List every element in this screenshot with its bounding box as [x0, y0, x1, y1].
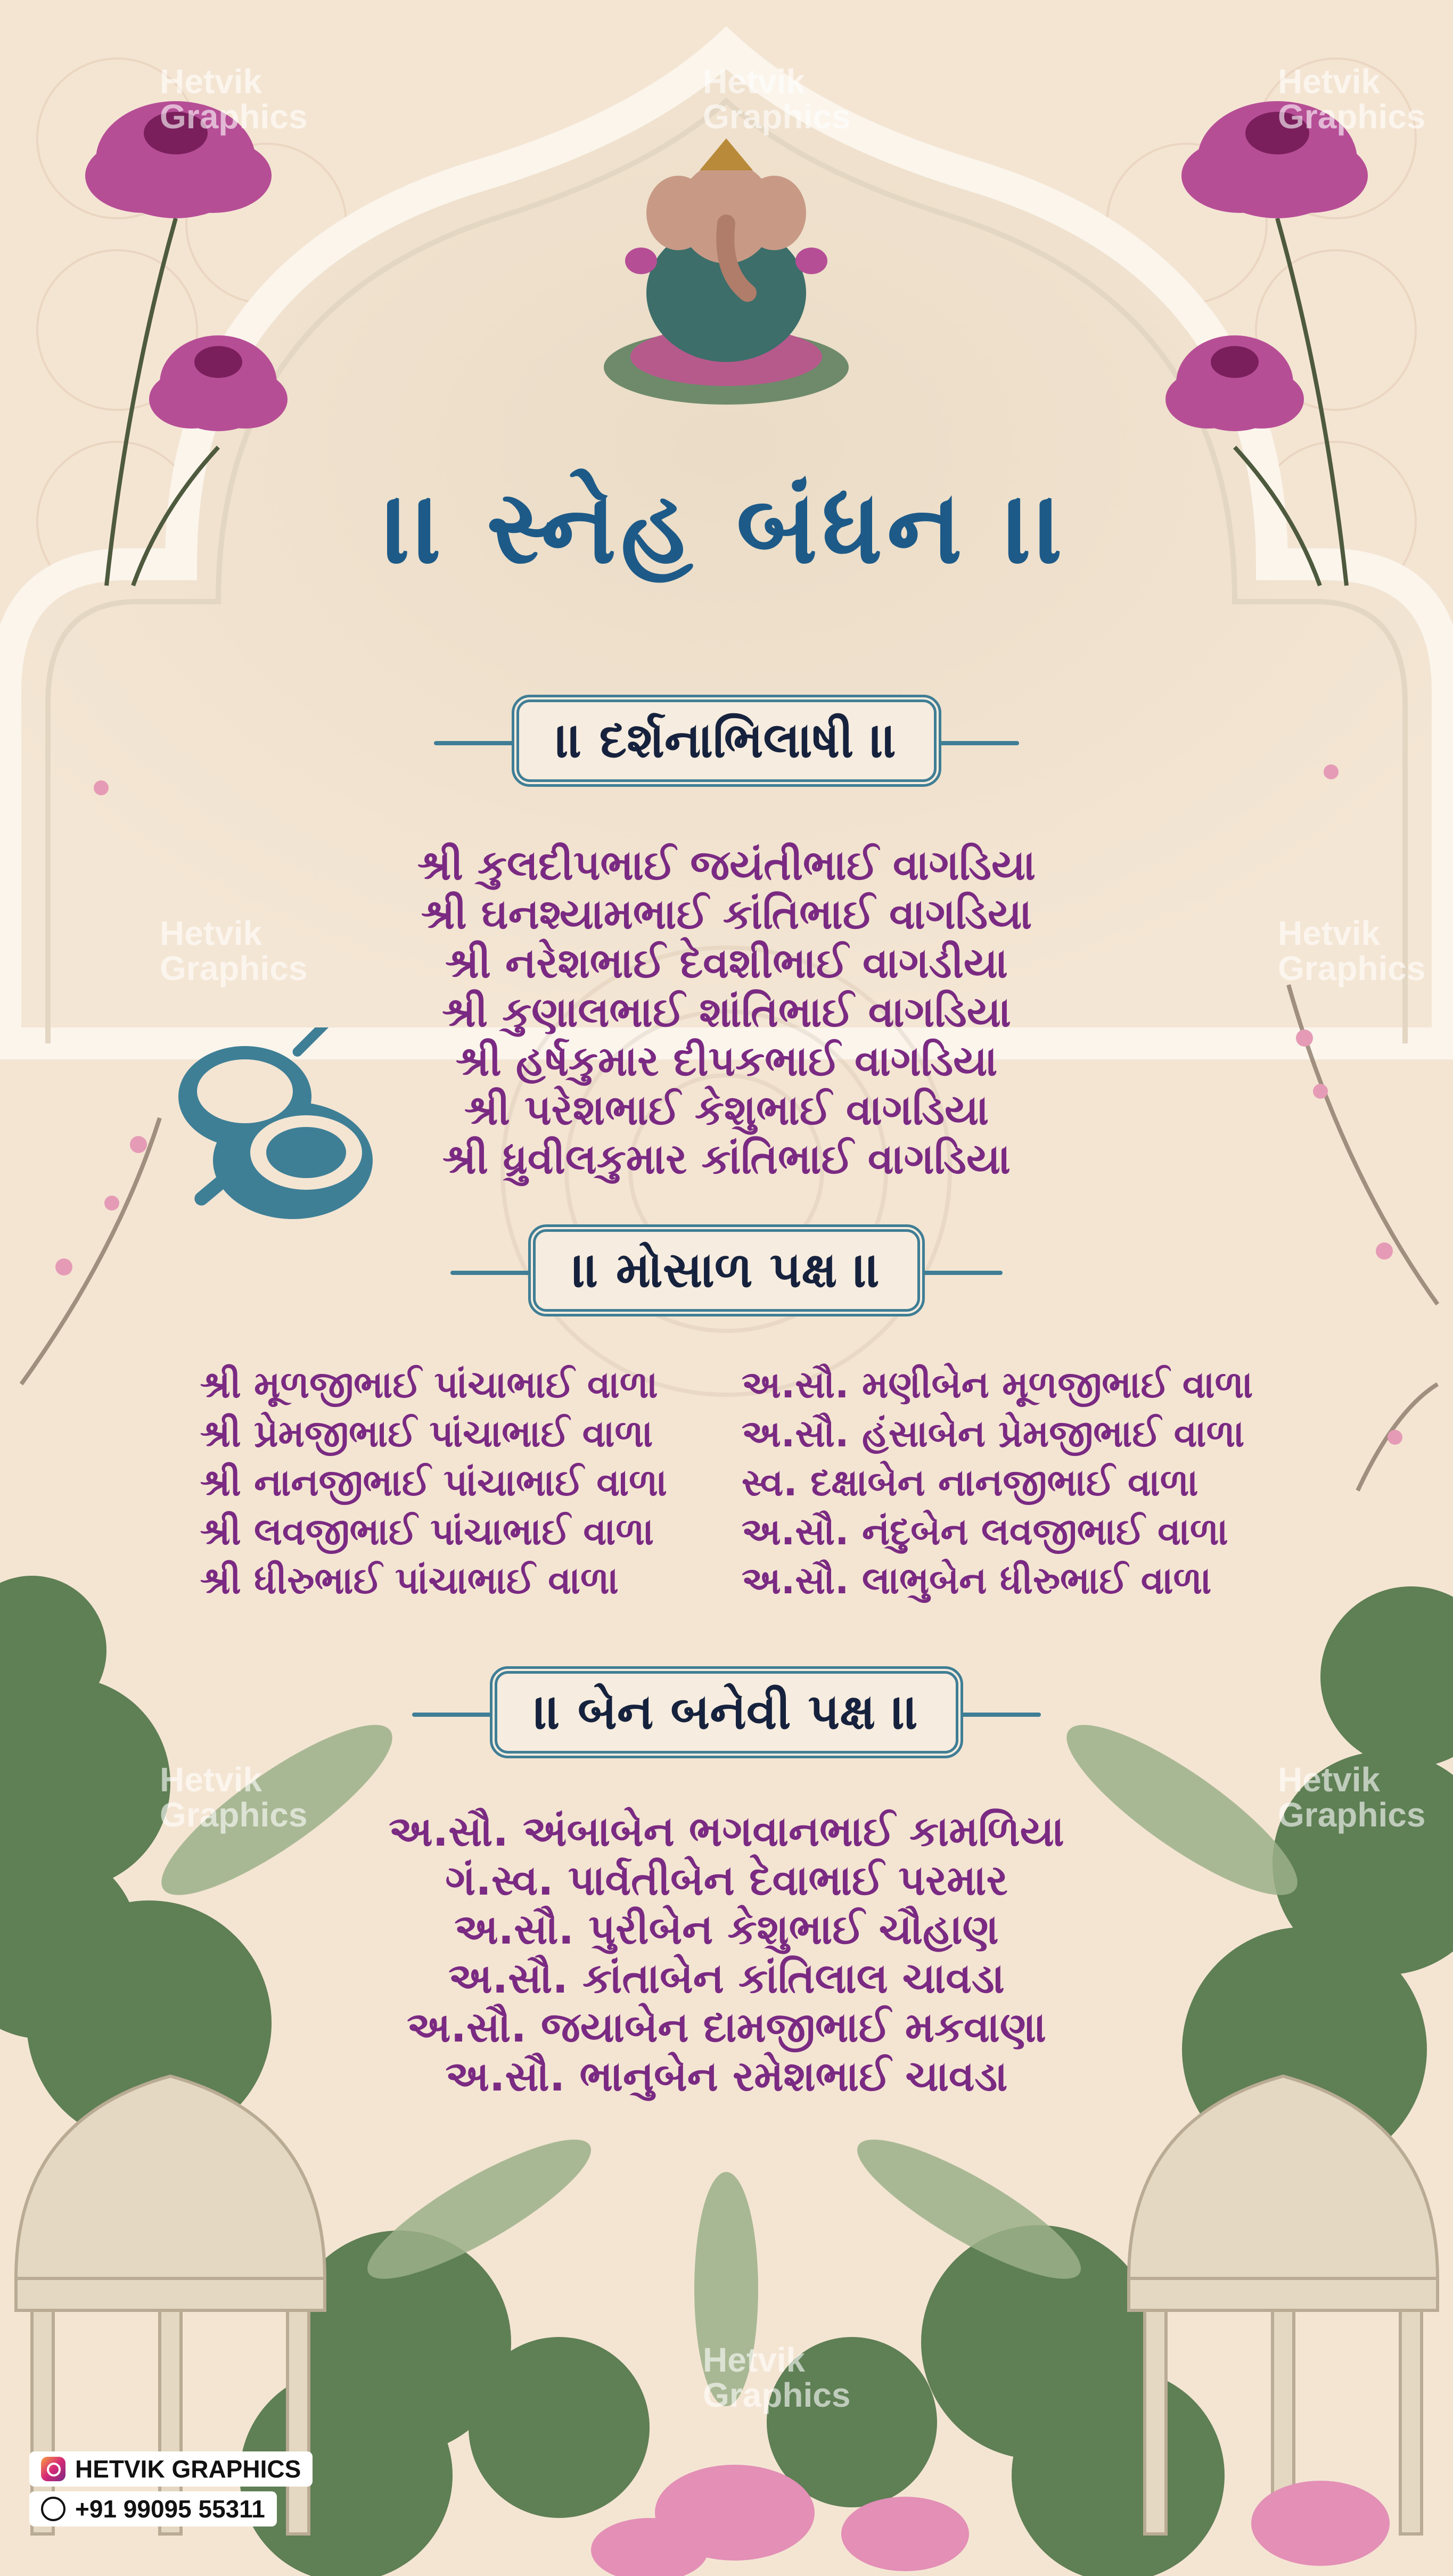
ganesha-icon: [598, 133, 854, 410]
darshan-heading-plaque: [0, 695, 1453, 787]
list-item: શ્રી પ્રેમજીભાઈ પાંચાભાઈ વાળા: [200, 1412, 653, 1455]
mosal-right-list: [742, 1360, 1253, 1605]
mosal-heading-plaque: [0, 1224, 1453, 1316]
list-item: અ.સૌ. નંદુબેન લવજીભાઈ વાળા: [741, 1510, 1228, 1553]
list-item: શ્રી નરેશભાઈ દેવશીભાઈ વાગડીયા: [445, 940, 1008, 987]
list-item: અ.સૌ. પુરીબેન કેશુભાઈ ચૌહાણ: [454, 1906, 999, 1954]
brand-name: HETVIK GRAPHICS: [75, 2455, 301, 2483]
list-item: અ.સૌ. લાભુબેન ધીરુભાઈ વાળા: [741, 1559, 1212, 1602]
ben-list: [0, 1807, 1453, 2101]
instagram-icon: [41, 2457, 65, 2481]
phone-number: +91 99095 55311: [75, 2495, 265, 2523]
whatsapp-icon: [41, 2497, 65, 2521]
darshan-list: [0, 841, 1453, 1184]
phone-badge[interactable]: [29, 2491, 277, 2526]
mosal-columns: [0, 1360, 1453, 1605]
ben-heading: ।। બેન બનેવી પક્ષ ।।: [490, 1666, 963, 1758]
list-item: અ.સૌ. અંબાબેન ભગવાનભાઈ કામળિયા: [389, 1808, 1064, 1856]
list-item: અ.સૌ. મણીબેન મૂળજીભાઈ વાળા: [741, 1363, 1253, 1406]
darshan-heading: ।। દર્શનાભિલાષી ।।: [512, 695, 942, 787]
list-item: સ્વ. દક્ષાબેન નાનજીભાઈ વાળા: [741, 1461, 1198, 1504]
brand-badge[interactable]: [29, 2451, 313, 2487]
list-item: અ.સૌ. જયાબેન દામજીભાઈ મકવાણા: [407, 2004, 1046, 2052]
list-item: શ્રી કુણાલભાઈ શાંતિભાઈ વાગડિયા: [442, 989, 1011, 1036]
list-item: શ્રી હર્ષકુમાર દીપકભાઈ વાગડિયા: [455, 1038, 998, 1085]
list-item: શ્રી ધ્રુવીલકુમાર કાંતિભાઈ વાગડિયા: [442, 1135, 1011, 1183]
list-item: શ્રી ધીરુભાઈ પાંચાભાઈ વાળા: [200, 1559, 619, 1602]
list-item: શ્રી નાનજીભાઈ પાંચાભાઈ વાળા: [200, 1461, 667, 1504]
list-item: શ્રી મૂળજીભાઈ પાંચાભાઈ વાળા: [200, 1363, 658, 1406]
list-item: અ.સૌ. ભાનુબેન રમેશભાઈ ચાવડા: [445, 2053, 1008, 2101]
list-item: શ્રી પરેશભાઈ કેશુભાઈ વાગડિયા: [464, 1087, 989, 1134]
list-item: અ.સૌ. કાંતાબેન કાંતિલાલ ચાવડા: [448, 1955, 1005, 2003]
list-item: શ્રી લવજીભાઈ પાંચાભાઈ વાળા: [200, 1510, 654, 1553]
list-item: અ.સૌ. હંસાબેન પ્રેમજીભાઈ વાળા: [741, 1412, 1245, 1455]
watermark: Hetvik Graphics Hetvik Graphics Hetvik Graphics Hetvik Graphics Hetvik Graphics Hetvik Graphics Hetvik Graphics Hetvik Graphics: [160, 62, 1426, 2414]
ben-heading-plaque: [0, 1666, 1453, 1758]
page-title: ।। સ્નેહ બંધન ।।: [384, 468, 1069, 586]
mosal-left-list: [200, 1360, 667, 1605]
list-item: શ્રી ઘનશ્યામભાઈ કાંતિભાઈ વાગડિયા: [421, 891, 1032, 939]
list-item: ગં.સ્વ. પાર્વતીબેન દેવાભાઈ પરમાર: [445, 1857, 1008, 1905]
mosal-heading: ।। મોસાળ પક્ષ ।।: [528, 1224, 925, 1316]
list-item: શ્રી કુલદીપભાઈ જયંતીભાઈ વાગડિયા: [417, 842, 1036, 890]
